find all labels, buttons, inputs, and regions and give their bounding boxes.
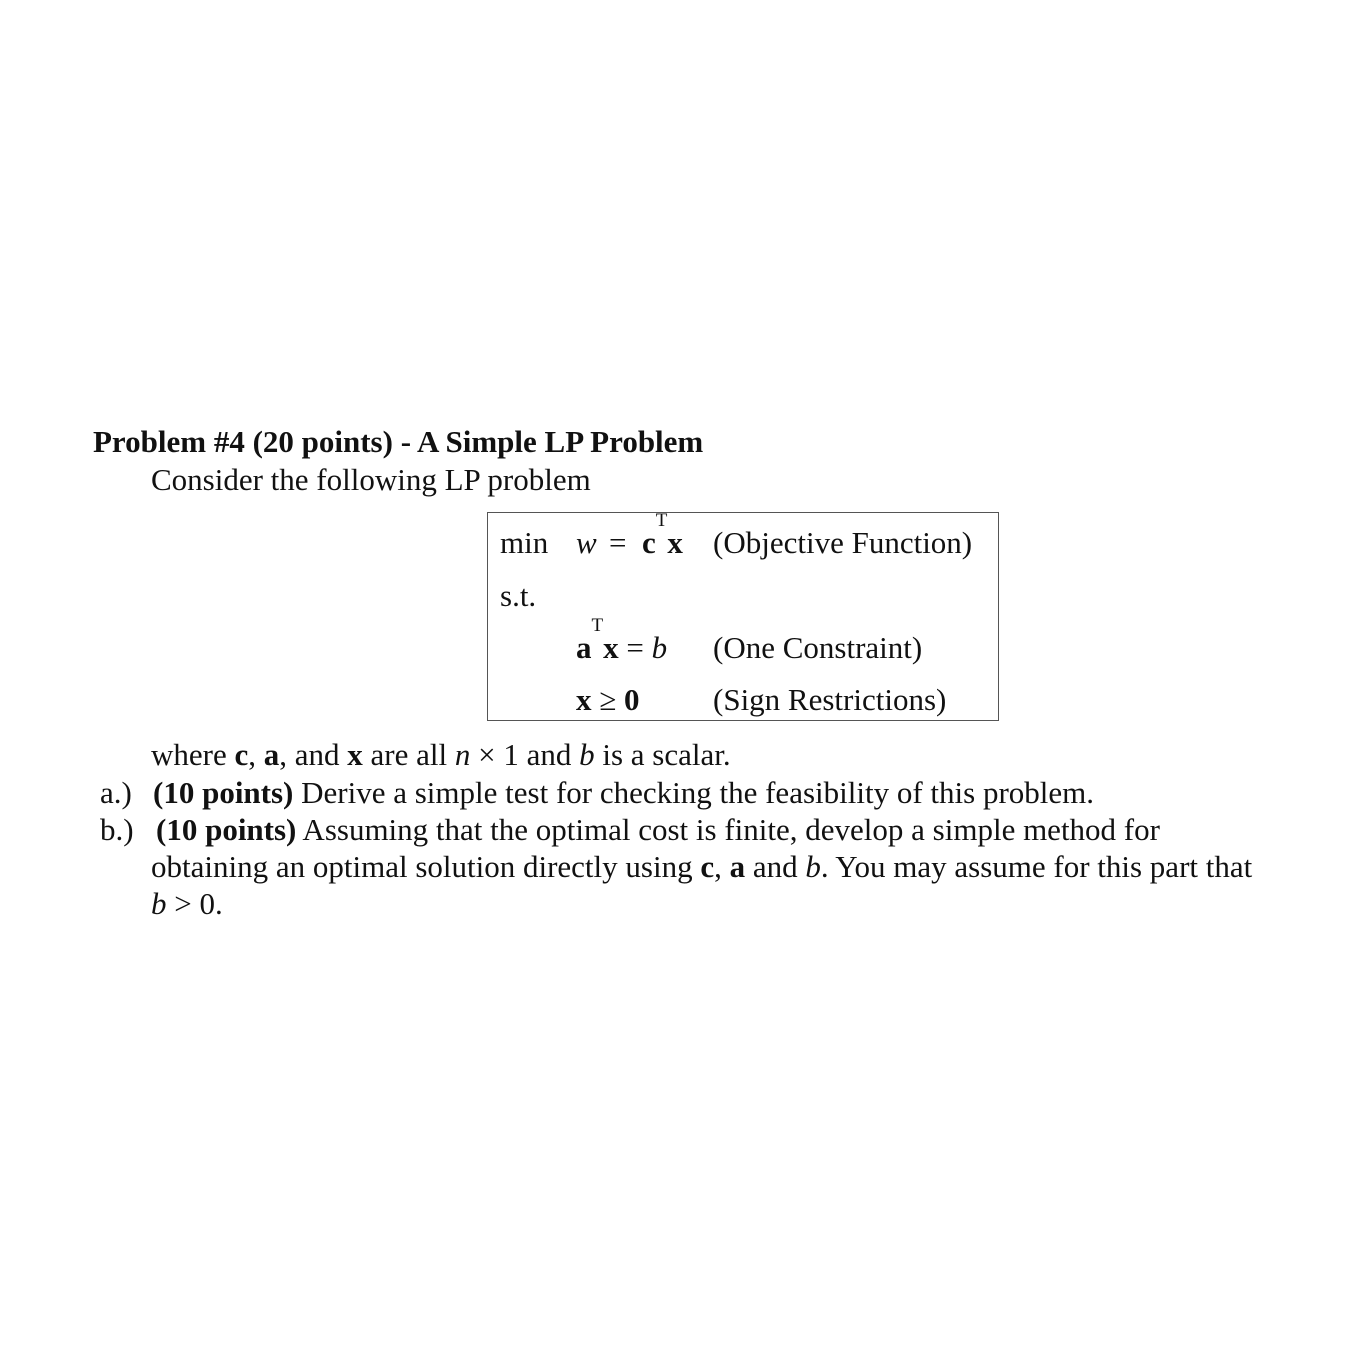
constraint-expression xyxy=(576,615,668,666)
zero-vector: 0 xyxy=(624,682,640,717)
a-vector: a xyxy=(576,630,592,665)
subject-to-label: s.t. xyxy=(500,578,537,613)
x-vector: x xyxy=(667,525,683,560)
sign-description: (Sign Restrictions) xyxy=(713,682,947,717)
sign-expression xyxy=(576,682,640,718)
part-a-points: (10 points) xyxy=(153,775,294,810)
objective-expression xyxy=(642,510,683,561)
problem-intro: Consider the following LP problem xyxy=(151,462,591,497)
lp-formulation-box xyxy=(487,512,999,721)
w-variable: w xyxy=(576,525,597,560)
part-b-marker: b.) xyxy=(100,812,134,847)
equals-sign: = xyxy=(609,525,627,560)
b-scalar: b xyxy=(651,630,668,665)
part-a-marker: a.) xyxy=(100,775,132,810)
part-b-text-line3: b > 0. xyxy=(151,886,223,921)
objective-description: (Objective Function) xyxy=(713,525,973,560)
constraint-description: (One Constraint) xyxy=(713,630,923,665)
part-b-text-line1: (10 points) Assuming that the optimal cost is finite, develop a simple method for xyxy=(156,812,1160,847)
x-vector: x xyxy=(576,682,592,717)
where-statement: where c, a, and x are all n × 1 and b is a scalar. xyxy=(151,737,731,772)
part-b-points: (10 points) xyxy=(156,812,297,847)
part-a-text: (10 points) Derive a simple test for checking the feasibility of this problem. xyxy=(153,775,1095,810)
x-vector: x xyxy=(603,630,619,665)
min-label: min xyxy=(500,525,549,560)
transpose-mark: T xyxy=(655,510,668,531)
equals-sign: = xyxy=(626,630,644,665)
c-vector: c xyxy=(642,525,656,560)
problem-title: Problem #4 (20 points) - A Simple LP Problem xyxy=(93,424,704,459)
part-b-text-line2: obtaining an optimal solution directly using c, a and b. You may assume for this part that xyxy=(151,849,1253,884)
transpose-mark: T xyxy=(591,615,604,636)
geq-sign: ≥ xyxy=(599,682,617,717)
